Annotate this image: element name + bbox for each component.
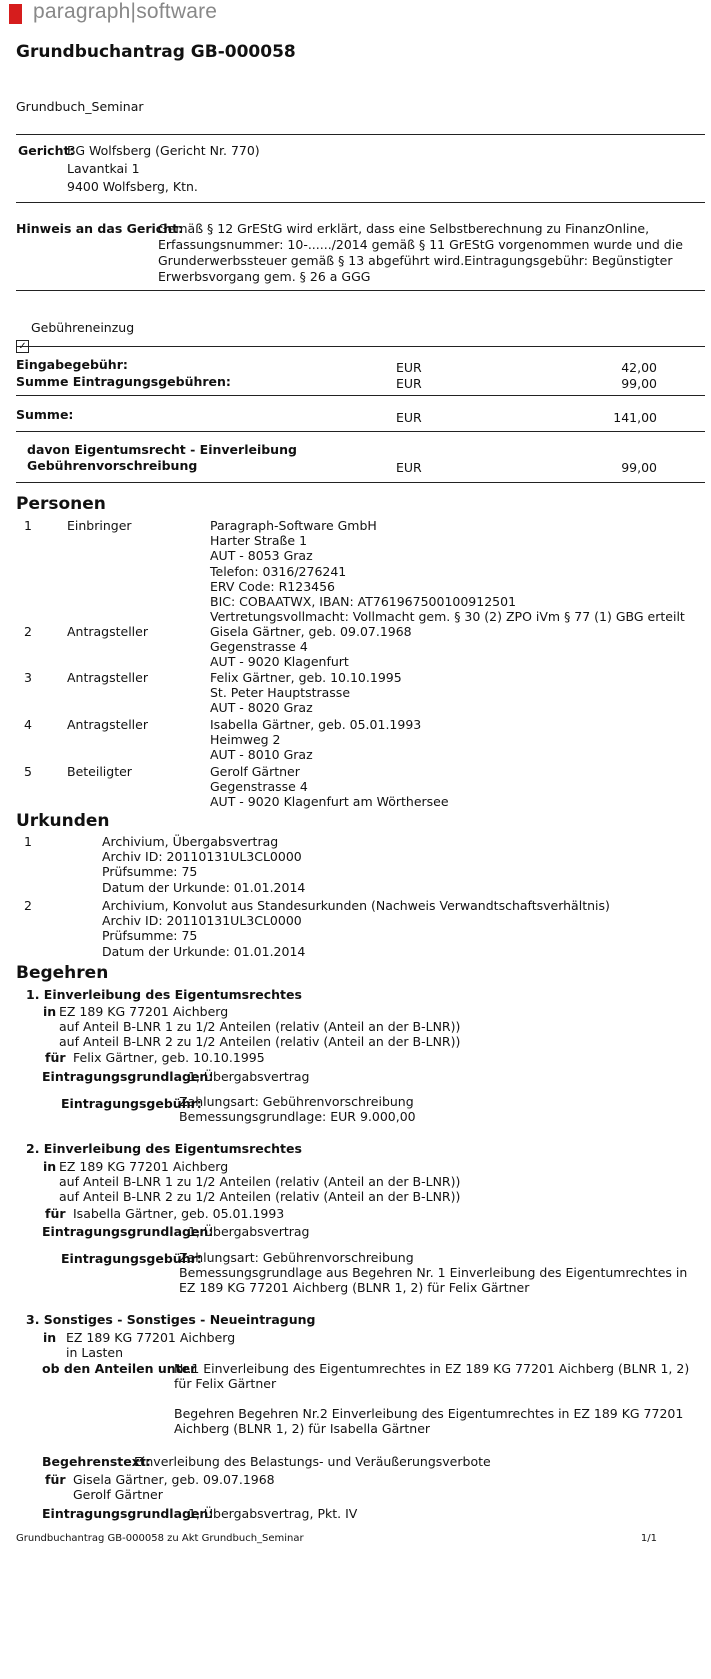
hinweis-line: Erfassungsnummer: 10-....../2014 gemäß § 11 GrEStG vorgenommen wurde und die: [158, 237, 683, 252]
eingabegebuehr-label: Eingabegebühr:: [16, 357, 128, 372]
hinweis-line: Gemäß § 12 GrEStG wird erklärt, dass eine Selbstberechnung zu FinanzOnline,: [158, 221, 650, 236]
begehren-3-in: [66, 1330, 235, 1360]
begehren-line: Zahlungsart: Gebührenvorschreibung: [179, 1094, 414, 1109]
person-line: Gisela Gärtner, geb. 09.07.1968: [210, 624, 412, 639]
begehren-2-grundlagen: 1, Übergabsvertrag: [188, 1224, 310, 1239]
urkunde-line: Datum der Urkunde: 01.01.2014: [102, 879, 306, 895]
urkunde-number: 2: [24, 898, 32, 913]
begehren-line: auf Anteil B-LNR 1 zu 1/2 Anteilen (relativ (Anteil an der B-LNR)): [59, 1019, 461, 1035]
gericht-line: 9400 Wolfsberg, Ktn.: [67, 179, 198, 194]
gericht-line: Lavantkai 1: [67, 161, 140, 176]
person-number: 4: [24, 717, 32, 732]
person-line: ERV Code: R123456: [210, 578, 336, 594]
footer-text: Grundbuchantrag GB-000058 zu Akt Grundbuch_Seminar: [16, 1533, 304, 1544]
begehren-2-gebuehr: [179, 1250, 687, 1296]
begehren-3-ob-b: [174, 1406, 683, 1436]
begehren-1-gebuehr: [179, 1094, 416, 1124]
eintragungsgebuehren-amount: 99,00: [621, 376, 657, 391]
begehren-2-grundlagen-label: Eintragungsgrundlagen:: [42, 1224, 214, 1239]
begehren-3-ob-a: [174, 1361, 689, 1391]
person-number: 2: [24, 624, 32, 639]
begehren-2-fuer: Isabella Gärtner, geb. 05.01.1993: [73, 1206, 285, 1221]
begehren-line: Gisela Gärtner, geb. 09.07.1968: [73, 1472, 275, 1487]
hinweis-text: [158, 221, 683, 285]
begehren-line: Aichberg (BLNR 1, 2) für Isabella Gärtner: [174, 1421, 431, 1437]
begehren-line: EZ 189 KG 77201 Aichberg: [59, 1159, 229, 1174]
page-title: Grundbuchantrag GB-000058: [16, 42, 296, 62]
person-line: Heimweg 2: [210, 732, 281, 748]
divider: [16, 395, 705, 396]
begehren-line: EZ 189 KG 77201 Aichberg (BLNR 1, 2) für Felix Gärtner: [179, 1280, 530, 1296]
person-details: [210, 624, 412, 670]
divider: [16, 346, 705, 347]
person-line: St. Peter Hauptstrasse: [210, 685, 351, 701]
personen-heading: Personen: [16, 494, 106, 514]
urkunde-line: Archivium, Übergabsvertrag: [102, 834, 279, 849]
person-number: 1: [24, 518, 32, 533]
person-line: AUT - 8020 Graz: [210, 700, 313, 716]
divider: [16, 482, 705, 483]
person-role: Beteiligter: [67, 764, 132, 779]
begehren-3-text-label: Begehrenstext:: [42, 1454, 151, 1469]
summe-currency: EUR: [396, 410, 422, 425]
person-line: Gegenstrasse 4: [210, 779, 308, 795]
summe-amount: 141,00: [613, 410, 657, 425]
divider: [16, 431, 705, 432]
person-role: Einbringer: [67, 518, 132, 533]
begehren-3-ob-label: ob den Anteilen unter: [42, 1361, 197, 1376]
summe-label: Summe:: [16, 407, 74, 422]
urkunde-line: Archivium, Konvolut aus Standesurkunden (Nachweis Verwandtschaftsverhältnis): [102, 898, 610, 913]
begehren-2-in-label: in: [43, 1159, 57, 1174]
eingabegebuehr-currency: EUR: [396, 360, 422, 375]
logo-mark: [9, 4, 22, 24]
urkunde-line: Datum der Urkunde: 01.01.2014: [102, 943, 306, 959]
davon-label: davon Eigentumsrecht - Einverleibung: [27, 442, 297, 457]
urkunde-line: Archiv ID: 20110131UL3CL0000: [102, 913, 302, 929]
begehren-1-grundlagen-label: Eintragungsgrundlagen:: [42, 1069, 214, 1084]
begehren-2-fuer-label: für: [45, 1206, 66, 1221]
divider: [16, 202, 705, 203]
person-details: [210, 670, 402, 716]
urkunde-details: [102, 834, 305, 895]
person-line: BIC: COBAATWX, IBAN: AT761967500100912501: [210, 594, 517, 610]
person-line: Isabella Gärtner, geb. 05.01.1993: [210, 717, 422, 732]
urkunde-number: 1: [24, 834, 32, 849]
begehren-line: Bemessungsgrundlage aus Begehren Nr. 1 Einverleibung des Eigentumrechtes in: [179, 1265, 688, 1281]
person-line: Vertretungsvollmacht: Vollmacht gem. § 30 (2) ZPO iVm § 77 (1) GBG erteilt: [210, 609, 685, 625]
davon-currency: EUR: [396, 460, 422, 475]
eingabegebuehr-amount: 42,00: [621, 360, 657, 375]
begehren-line: in Lasten: [66, 1345, 124, 1361]
begehren-1-in-label: in: [43, 1004, 57, 1019]
person-line: AUT - 9020 Klagenfurt am Wörthersee: [210, 794, 449, 810]
page-number: 1/1: [640, 1533, 657, 1544]
begehren-line: Bemessungsgrundlage: EUR 9.000,00: [179, 1109, 416, 1125]
person-details: [210, 717, 421, 763]
begehren-line: Gerolf Gärtner: [73, 1487, 163, 1503]
person-line: Telefon: 0316/276241: [210, 563, 347, 579]
gebuehreneinzug-checkbox[interactable]: ✓: [16, 340, 29, 353]
begehren-line: EZ 189 KG 77201 Aichberg: [66, 1330, 236, 1345]
hinweis-line: Erwerbsvorgang gem. § 26 a GGG: [158, 269, 371, 284]
begehren-line: auf Anteil B-LNR 2 zu 1/2 Anteilen (relativ (Anteil an der B-LNR)): [59, 1034, 461, 1050]
begehren-1-fuer-label: für: [45, 1050, 66, 1065]
hinweis-line: Grunderwerbssteuer gemäß § 13 abgeführt wird.Eintragungsgebühr: Begünstigter: [158, 253, 673, 268]
person-details: [210, 764, 449, 810]
urkunden-heading: Urkunden: [16, 811, 110, 831]
logo-text: paragraph|software: [33, 0, 218, 23]
person-role: Antragsteller: [67, 624, 148, 639]
urkunde-line: Prüfsumme: 75: [102, 864, 198, 880]
person-line: Paragraph-Software GmbH: [210, 518, 377, 533]
urkunde-details: [102, 898, 610, 959]
gebuehreneinzug-label: Gebühreneinzug: [31, 320, 135, 335]
begehren-3-in-label: in: [43, 1330, 57, 1345]
begehren-3-fuer-label: für: [45, 1472, 66, 1487]
begehren-heading: Begehren: [16, 963, 109, 983]
begehren-3-text: Einverleibung des Belastungs- und Veräußerungsverbote: [134, 1454, 491, 1469]
begehren-2-in: [59, 1159, 460, 1205]
begehren-1-fuer: Felix Gärtner, geb. 10.10.1995: [73, 1050, 265, 1065]
subtitle: Grundbuch_Seminar: [16, 99, 144, 114]
begehren-1-grundlagen: 1, Übergabsvertrag: [188, 1069, 310, 1084]
person-line: Harter Straße 1: [210, 533, 308, 549]
begehren-line: Begehren Begehren Nr.2 Einverleibung des Eigentumrechtes in EZ 189 KG 77201: [174, 1406, 684, 1421]
hinweis-label: Hinweis an das Gericht:: [16, 221, 184, 236]
begehren-1-gebuehr-label: Eintragungsgebühr:: [61, 1096, 202, 1111]
begehren-2-title: 2. Einverleibung des Eigentumsrechtes: [26, 1141, 302, 1156]
person-details: [210, 518, 685, 624]
begehren-2-gebuehr-label: Eintragungsgebühr:: [61, 1251, 202, 1266]
begehren-line: auf Anteil B-LNR 1 zu 1/2 Anteilen (relativ (Anteil an der B-LNR)): [59, 1174, 461, 1190]
divider: [16, 134, 705, 135]
begehren-1-title: 1. Einverleibung des Eigentumsrechtes: [26, 987, 302, 1002]
person-number: 3: [24, 670, 32, 685]
urkunde-line: Archiv ID: 20110131UL3CL0000: [102, 849, 302, 865]
begehren-1-in: [59, 1004, 460, 1050]
person-line: AUT - 9020 Klagenfurt: [210, 654, 349, 670]
davon-label-2: Gebührenvorschreibung: [27, 458, 198, 473]
begehren-line: auf Anteil B-LNR 2 zu 1/2 Anteilen (relativ (Anteil an der B-LNR)): [59, 1189, 461, 1205]
eintragungsgebuehren-currency: EUR: [396, 376, 422, 391]
begehren-3-grundlagen-label: Eintragungsgrundlagen:: [42, 1506, 214, 1521]
person-line: Gerolf Gärtner: [210, 764, 300, 779]
person-line: Felix Gärtner, geb. 10.10.1995: [210, 670, 402, 685]
person-role: Antragsteller: [67, 717, 148, 732]
davon-amount: 99,00: [621, 460, 657, 475]
begehren-line: Nr.1 Einverleibung des Eigentumrechtes in EZ 189 KG 77201 Aichberg (BLNR 1, 2): [174, 1361, 690, 1376]
gericht-address: [67, 143, 260, 195]
gericht-line: BG Wolfsberg (Gericht Nr. 770): [67, 143, 260, 158]
person-line: AUT - 8010 Graz: [210, 747, 313, 763]
person-number: 5: [24, 764, 32, 779]
person-line: Gegenstrasse 4: [210, 639, 308, 655]
begehren-line: EZ 189 KG 77201 Aichberg: [59, 1004, 229, 1019]
person-line: AUT - 8053 Graz: [210, 548, 313, 564]
gericht-label: Gericht:: [18, 143, 75, 158]
divider: [16, 290, 705, 291]
begehren-3-title: 3. Sonstiges - Sonstiges - Neueintragung: [26, 1312, 316, 1327]
begehren-3-fuer: [73, 1472, 275, 1502]
begehren-line: Zahlungsart: Gebührenvorschreibung: [179, 1250, 414, 1265]
person-role: Antragsteller: [67, 670, 148, 685]
urkunde-line: Prüfsumme: 75: [102, 928, 198, 944]
begehren-line: für Felix Gärtner: [174, 1376, 277, 1392]
begehren-3-grundlagen: 1, Übergabsvertrag, Pkt. IV: [188, 1506, 358, 1521]
eintragungsgebuehren-label: Summe Eintragungsgebühren:: [16, 374, 231, 389]
